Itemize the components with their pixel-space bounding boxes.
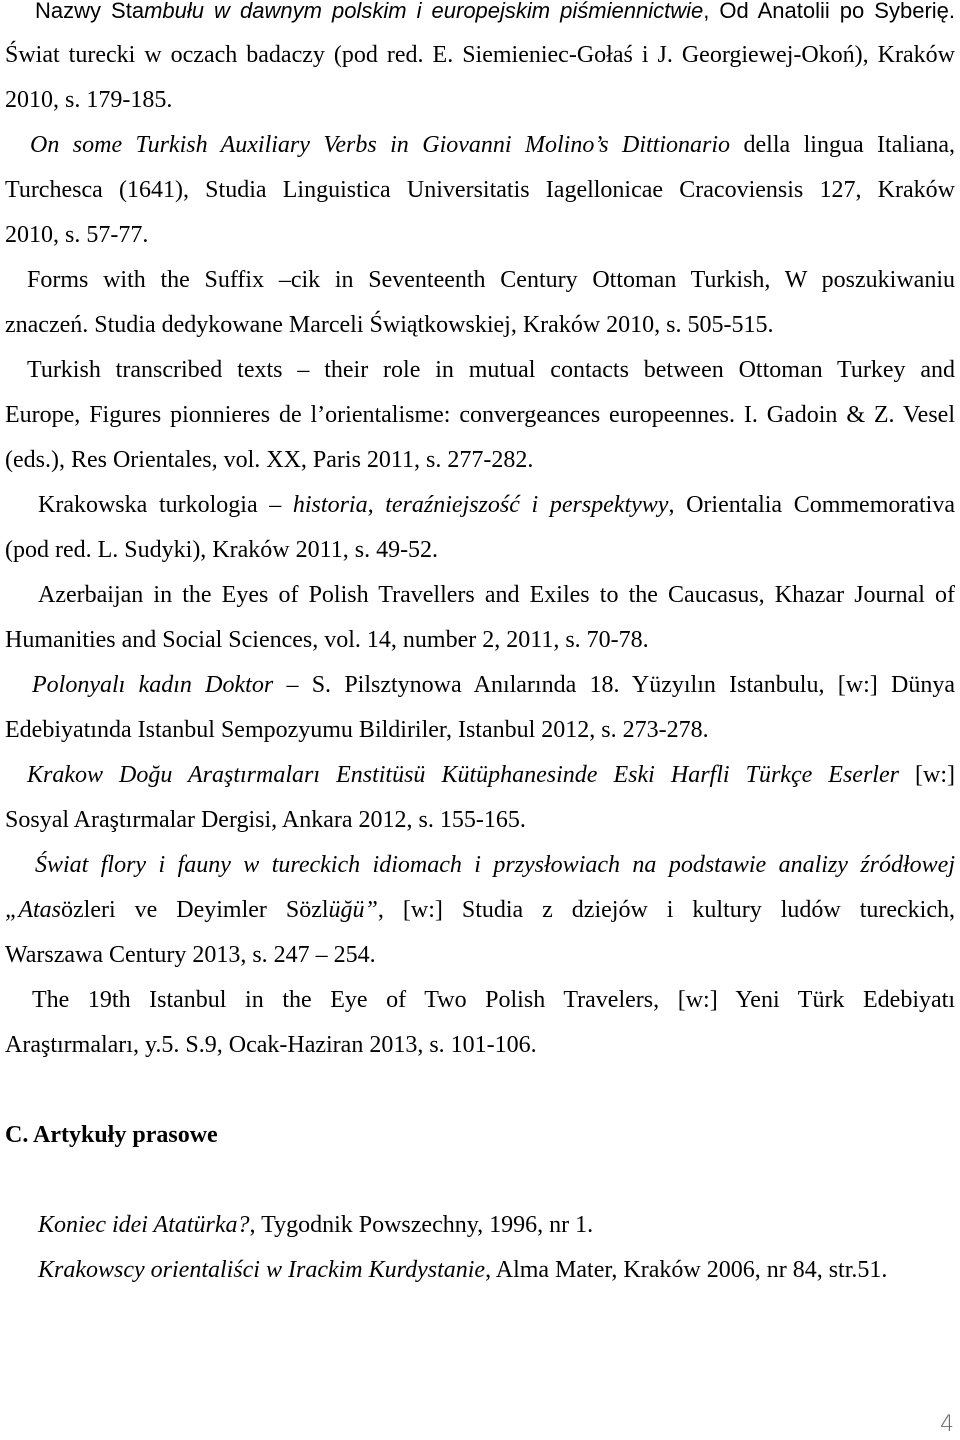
entry-line [5,753,955,798]
entry-line [5,393,955,438]
entry-text: Edebiyatında Istanbul Sempozyumu Bildiriler, Istanbul 2012, s. 273-278. [5,717,709,743]
entry-text: 2010, s. 179-185. [5,87,173,113]
entry-text: Sosyal Araştırmalar Dergisi, Ankara 2012, s. 155-165. [5,807,526,833]
entry-text: Humanities and Social Sciences, vol. 14, number 2, 2011, s. 70-78. [5,627,649,653]
bibliography-entry [5,123,955,258]
entry-line [5,168,955,213]
entry-text: , Orientalia Commemorativa [668,492,955,518]
section-heading: C. Artykuły prasowe [5,1122,218,1148]
entry-line [5,438,955,483]
entry-line [5,1203,955,1248]
bibliography-entry [5,753,955,843]
entry-text: (eds.), Res Orientales, vol. XX, Paris 2011, s. 277-282. [5,447,534,473]
entry-text: Nazwy Sta [35,0,145,23]
entry-text: Araştırmaları, y.5. S.9, Ocak-Haziran 2013, s. 101-106. [5,1032,537,1058]
entry-line [5,798,955,843]
entry-text: della lingua Italiana, [730,132,955,158]
entry-text: Turchesca (1641), Studia Linguistica Universitatis Iagellonicae Cracoviensis 127, Kraków [5,177,955,203]
entry-line [5,978,955,1023]
press-article-entry [5,1248,955,1293]
entry-title: Krakowscy orientaliści w Irackim Kurdystanie [38,1257,486,1283]
bibliography-entry [5,483,955,573]
entry-line [5,483,955,528]
bibliography-entry [5,978,955,1068]
entry-line [5,1023,955,1068]
entry-text: znaczeń. Studia dedykowane Marceli Świątkowskiej, Kraków 2010, s. 505-515. [5,312,774,338]
entry-line [5,663,955,708]
entry-title: üğü” [328,897,378,923]
entry-line [5,888,955,933]
document-page [5,0,955,1293]
entry-title: Świat flory i fauny w tureckich idiomach i przysłowiach na podstawie analizy źródłowej [35,852,955,878]
entry-text: Europe, Figures pionnieres de l’orientalisme: convergeances europeennes. I. Gadoin & Z. Vesel [5,402,955,428]
entry-text: özleri ve Deyimler Sözl [61,897,329,923]
entry-line [5,0,955,33]
entry-line [5,843,955,888]
entry-text: 2010, s. 57-77. [5,222,149,248]
entry-line [5,348,955,393]
bibliography-entry [5,348,955,483]
entry-title: Polonyalı kadın Doktor [32,672,274,698]
entry-text: Krakowska turkologia – [38,492,293,518]
entry-line [5,528,955,573]
entry-title: „Atas [5,897,62,923]
entry-title: On some Turkish Auxiliary Verbs in Giovanni Molino’s Dittionario [30,132,731,158]
entry-text: (pod red. L. Sudyki), Kraków 2011, s. 49-52. [5,537,439,563]
entry-text: Świat turecki w oczach badaczy (pod red. E. Siemieniec-Gołaś i J. Georgiewej-Okoń), Kraków [5,42,955,68]
entry-title: mbułu w dawnym polskim i europejskim piśmiennictwie [144,0,704,23]
bibliography-entry [5,258,955,348]
entry-line [5,78,955,123]
entry-text: , Od Anatolii po Syberię. [703,0,955,23]
entry-text: Azerbaijan in the Eyes of Polish Travellers and Exiles to the Caucasus, Khazar Journal of [38,582,955,608]
entry-line [5,933,955,978]
entry-text: Warszawa Century 2013, s. 247 – 254. [5,942,376,968]
press-article-entry [5,1203,955,1248]
entry-title: Koniec idei Atatürka? [38,1212,250,1238]
entry-line [5,573,955,618]
entry-line [5,123,955,168]
entry-line [5,213,955,258]
entry-text: The 19th Istanbul in the Eye of Two Polish Travelers, [w:] Yeni Türk Edebiyatı [32,987,955,1013]
entry-line [5,33,955,78]
entry-text: Turkish transcribed texts – their role in mutual contacts between Ottoman Turkey and [27,357,955,383]
entry-line [5,708,955,753]
entry-title: Krakow Doğu Araştırmaları Enstitüsü Kütüphanesinde Eski Harfli Türkçe Eserler [27,762,899,788]
entry-text: – S. Pilsztynowa Anılarında 18. Yüzyılın Istanbulu, [w:] Dünya [273,672,955,698]
entry-text: Forms with the Suffix –cik in Seventeenth Century Ottoman Turkish, W poszukiwaniu [27,267,955,293]
entry-line [5,303,955,348]
bibliography-entry [5,843,955,978]
page-number: 4 [940,1412,954,1437]
entry-text: , [w:] Studia z dziejów i kultury ludów tureckich, [377,897,955,923]
entry-line [5,618,955,663]
entry-text: , Alma Mater, Kraków 2006, nr 84, str.51. [485,1257,888,1283]
entry-line [5,258,955,303]
entry-text: , Tygodnik Powszechny, 1996, nr 1. [249,1212,594,1238]
entry-title: historia, teraźniejszość i perspektywy [292,492,669,518]
entry-line [5,1248,955,1293]
bibliography-entry [5,663,955,753]
bibliography-entry [5,573,955,663]
entry-text: [w:] [898,762,955,788]
bibliography-entry [5,0,955,123]
